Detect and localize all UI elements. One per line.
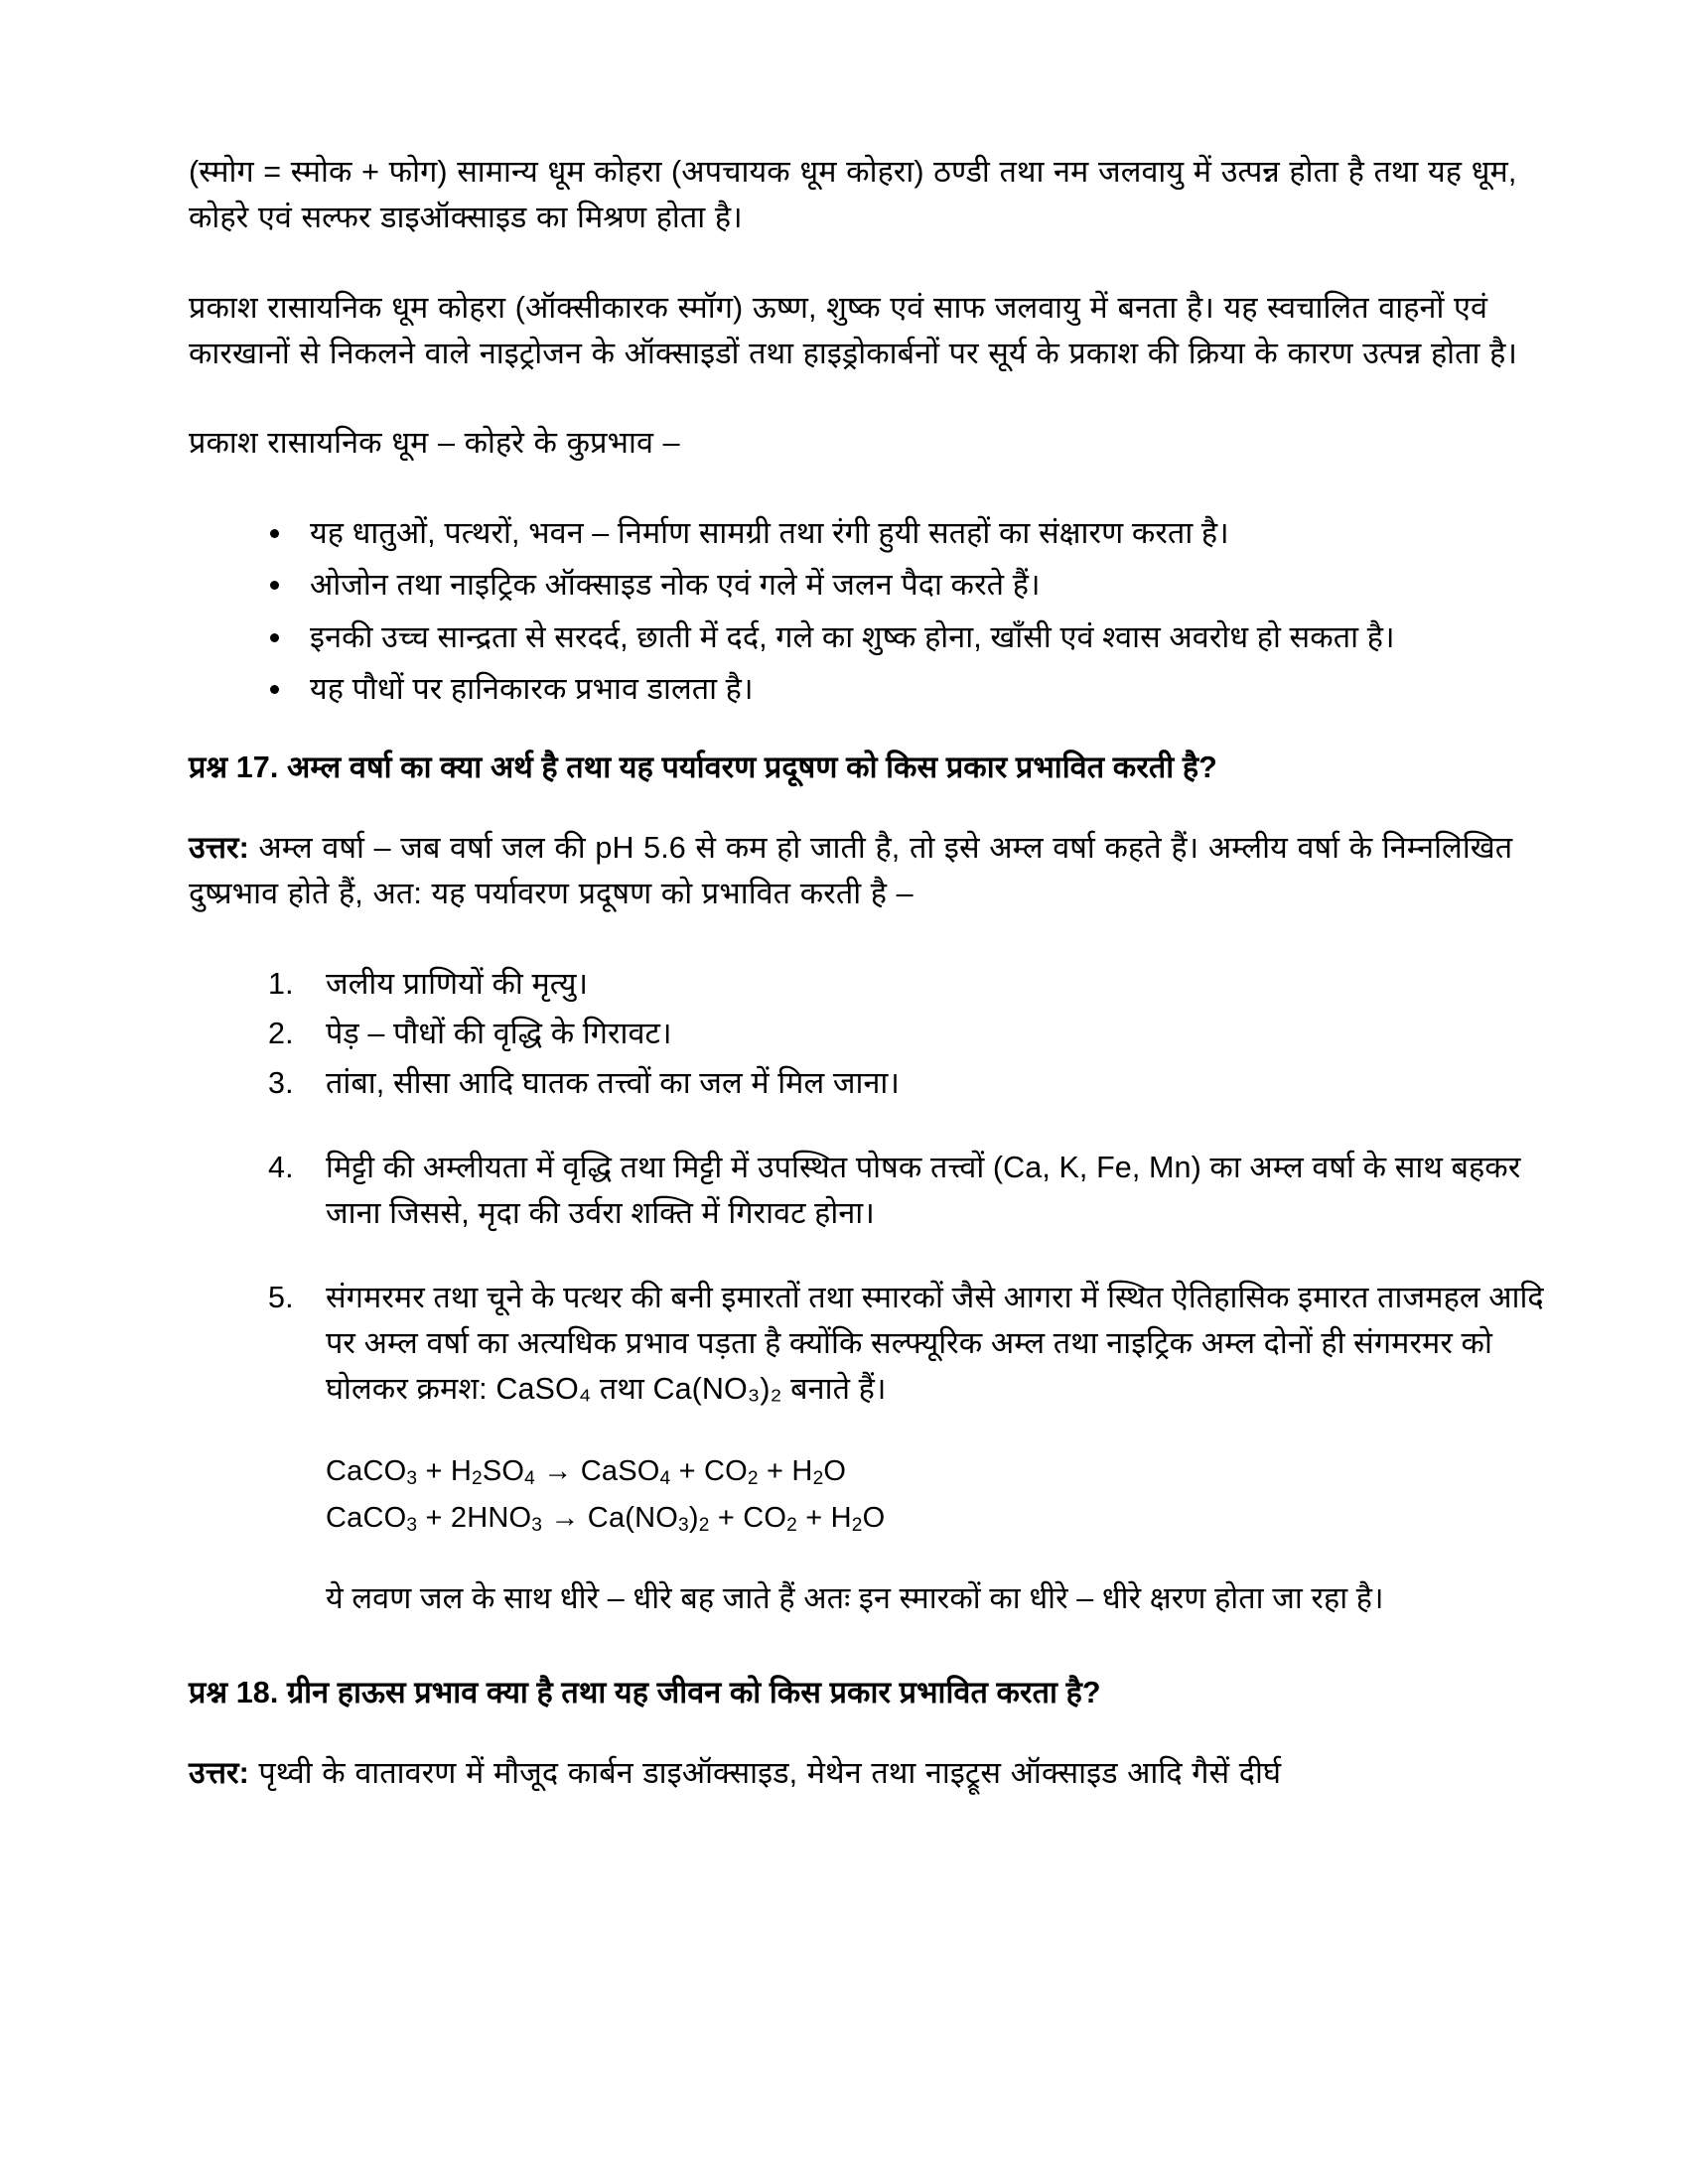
list-item-text: संगमरमर तथा चूने के पत्थर की बनी इमारतों तथा स्मारकों जैसे आगरा में स्थित ऐतिहासिक इमारत ताजमहल आदि पर अम्ल वर्षा का अत्यधिक प्रभाव पड़ता है क्योंकि सल्फ्यूरिक अम्ल तथा नाइट्रिक अम्ल दोनों ही संगमरमर को घोलकर क्रमश: CaSO₄ तथा Ca(NO₃)₂ बनाते हैं। xyxy=(326,1280,1544,1407)
list-item: यह धातुओं, पत्थरों, भवन – निर्माण सामग्री तथा रंगी हुयी सतहों का संक्षारण करता है। xyxy=(268,510,1574,556)
answer-body: पृथ्वी के वातावरण में मौजूद कार्बन डाइऑक्साइड, मेथेन तथा नाइट्रूस ऑक्साइड आदि गैसें दीर्घ xyxy=(248,1755,1282,1790)
list-item: जलीय प्राणियों की मृत्यु। xyxy=(326,966,589,1001)
paragraph-effects-intro: प्रकाश रासायनिक धूम – कोहरे के कुप्रभाव – xyxy=(189,426,680,461)
document-content xyxy=(189,149,1574,1796)
list-item: तांबा, सीसा आदि घातक तत्त्वों का जल में मिल जाना। xyxy=(326,1066,901,1101)
list-item xyxy=(268,1275,1574,1621)
question-17-points-list xyxy=(189,961,1574,1621)
question-18-answer xyxy=(189,1750,1574,1796)
question-17-answer xyxy=(189,825,1574,917)
equation-line: CaCO$_3$ + $2HNO_3 \to Ca(NO_3)_2 + CO_2 + H_2O$ xyxy=(326,1501,886,1536)
list-item: मिट्टी की अम्लीयता में वृद्धि तथा मिट्टी में उपस्थित पोषक तत्त्वों (Ca, K, Fe, Mn) का अम्ल वर्षा के साथ बहकर जाना जिससे, मृदा की उर्वरा शक्ति में गिरावट होना। xyxy=(326,1150,1521,1231)
paragraph-photochemical-smog: प्रकाश रासायनिक धूम कोहरा (ऑक्सीकारक स्मॉग) ऊष्ण, शुष्क एवं साफ जलवायु में बनता है। यह स्वचालित वाहनों एवं कारखानों से निकलने वाले नाइट्रोजन के ऑक्साइडों तथा हाइड्रोकार्बनों पर सूर्य के प्रकाश की क्रिया के कारण उत्पन्न होता है। xyxy=(189,290,1518,371)
list-item: पेड़ – पौधों की वृद्धि के गिरावट। xyxy=(326,1017,672,1051)
list-item: इनकी उच्च सान्द्रता से सरदर्द, छाती में दर्द, गले का शुष्क होना, खाँसी एवं श्वास अवरोध हो सकता है। xyxy=(268,614,1574,660)
answer-label: उत्तर: xyxy=(189,1755,249,1790)
list-item: यह पौधों पर हानिकारक प्रभाव डालता है। xyxy=(268,666,1574,712)
spacer xyxy=(189,1625,1574,1671)
equation-line: CaCO$_3$ + $H_2SO_4$ → CaSO$_4$ + $CO_2 + H_2O$ xyxy=(326,1454,847,1489)
paragraph-smog-definition: (स्मोग = स्मोक + फोग) सामान्य धूम कोहरा (अपचायक धूम कोहरा) ठण्डी तथा नम जलवायु में उत्पन्न होता है तथा यह धूम, कोहरे एवं सल्फर डाइऑक्साइड का मिश्रण होता है। xyxy=(189,155,1517,235)
question-17-heading: प्रश्न 17. अम्ल वर्षा का क्या अर्थ है तथा यह पर्यावरण प्रदूषण को किस प्रकार प्रभावित करती है? xyxy=(189,751,1217,785)
effects-bullet-list xyxy=(189,510,1574,712)
closing-paragraph: ये लवण जल के साथ धीरे – धीरे बह जाते हैं अतः इन स्मारकों का धीरे – धीरे क्षरण होता जा रहा है। xyxy=(326,1580,1384,1615)
chemical-equations xyxy=(326,1448,1574,1542)
answer-body: अम्ल वर्षा – जब वर्षा जल की pH 5.6 से कम हो जाती है, तो इसे अम्ल वर्षा कहते हैं। अम्लीय वर्षा के निम्नलिखित दुष्प्रभाव होते हैं, अत: यह पर्यावरण प्रदूषण को प्रभावित करती है – xyxy=(189,830,1513,911)
question-18-heading: प्रश्न 18. ग्रीन हाऊस प्रभाव क्या है तथा यह जीवन को किस प्रकार प्रभावित करता है? xyxy=(189,1675,1101,1709)
answer-label: उत्तर: xyxy=(189,830,249,865)
list-item: ओजोन तथा नाइट्रिक ऑक्साइड नोक एवं गले में जलन पैदा करते हैं। xyxy=(268,562,1574,608)
